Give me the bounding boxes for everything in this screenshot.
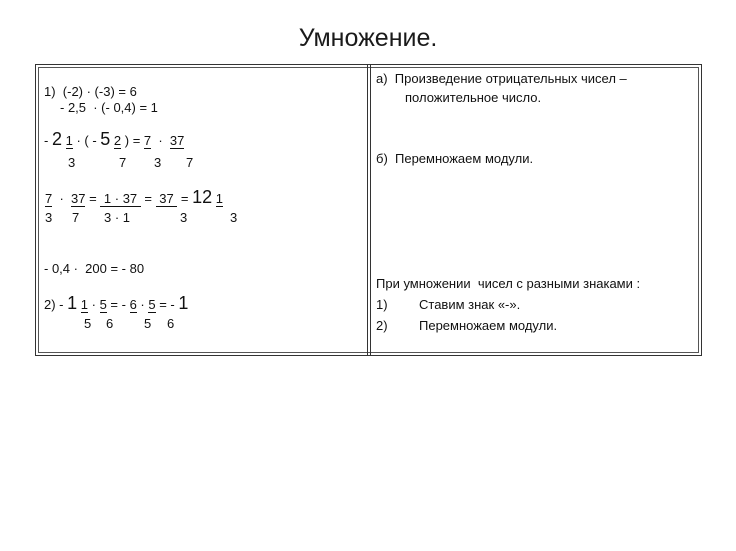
rule-a-line-1: а) Произведение отрицательных чисел – — [376, 71, 627, 86]
rule-1-text: Ставим знак «-». — [419, 297, 521, 312]
denominator: 7 — [186, 155, 194, 170]
whole-number: 5 — [100, 129, 111, 149]
operator: ) = — [121, 133, 144, 148]
rule-b: б) Перемножаем модули. — [376, 151, 534, 166]
result: 1 — [178, 293, 189, 313]
example-1-line-1: 1) (-2) · (-3) = 6 — [44, 84, 137, 99]
fraction-numerator: 1 — [215, 191, 224, 206]
example-label: 2) - — [44, 297, 68, 312]
denominator: 6 — [106, 316, 114, 331]
denominator: 3 — [230, 210, 238, 225]
operator: = — [177, 191, 193, 206]
page-title: Умножение. — [298, 24, 438, 52]
example-1-line-2: - 2,5 · (- 0,4) = 1 — [60, 100, 158, 115]
denominator: 3 · 1 — [104, 210, 131, 225]
example-5-numerators — [44, 293, 189, 313]
operator: · — [151, 133, 170, 148]
fraction-numerator: 5 — [99, 297, 107, 312]
denominator: 5 — [84, 316, 92, 331]
column-divider — [367, 65, 371, 355]
rule-2-text: Перемножаем модули. — [419, 318, 558, 333]
fraction-numerator: 37 — [71, 191, 86, 206]
operator: = - — [106, 297, 130, 312]
whole-number: 1 — [67, 293, 78, 313]
example-2-numerators — [44, 129, 185, 149]
fraction-numerator: 6 — [129, 297, 137, 312]
operator: = — [85, 191, 101, 206]
whole-number: 2 — [51, 129, 62, 149]
example-3-numerators — [45, 187, 224, 207]
fraction-numerator: 1 · 37 — [100, 191, 141, 206]
denominator: 3 — [154, 155, 162, 170]
denominator: 6 — [167, 316, 175, 331]
denominator: 3 — [68, 155, 76, 170]
rule-1-number: 1) — [376, 297, 388, 312]
fraction-numerator: 7 — [143, 133, 152, 148]
operator: · — [88, 297, 100, 312]
fraction-numerator: 7 — [45, 191, 53, 206]
operator: · ( - — [72, 133, 101, 148]
fraction-numerator: 1 — [80, 297, 88, 312]
rule-a-line-2: положительное число. — [405, 90, 542, 105]
denominator: 7 — [72, 210, 80, 225]
whole-number: 12 — [192, 187, 213, 207]
fraction-numerator: 5 — [148, 297, 156, 312]
denominator: 5 — [144, 316, 152, 331]
fraction-numerator: 37 — [169, 133, 185, 148]
rule-2-number: 2) — [376, 318, 388, 333]
example-4-line: - 0,4 · 200 = - 80 — [44, 261, 145, 276]
denominator: 3 — [45, 210, 53, 225]
operator: · — [136, 297, 149, 312]
fraction-numerator: 2 — [113, 133, 122, 148]
minus-sign: - — [44, 133, 52, 148]
operator: = - — [155, 297, 179, 312]
fraction-numerator: 37 — [155, 191, 178, 206]
denominator: 3 — [180, 210, 188, 225]
rule-title: При умножении чисел с разными знаками : — [376, 276, 641, 291]
fraction-numerator: 1 — [65, 133, 73, 148]
operator: · — [52, 191, 72, 206]
denominator: 7 — [119, 155, 127, 170]
operator: = — [140, 191, 156, 206]
